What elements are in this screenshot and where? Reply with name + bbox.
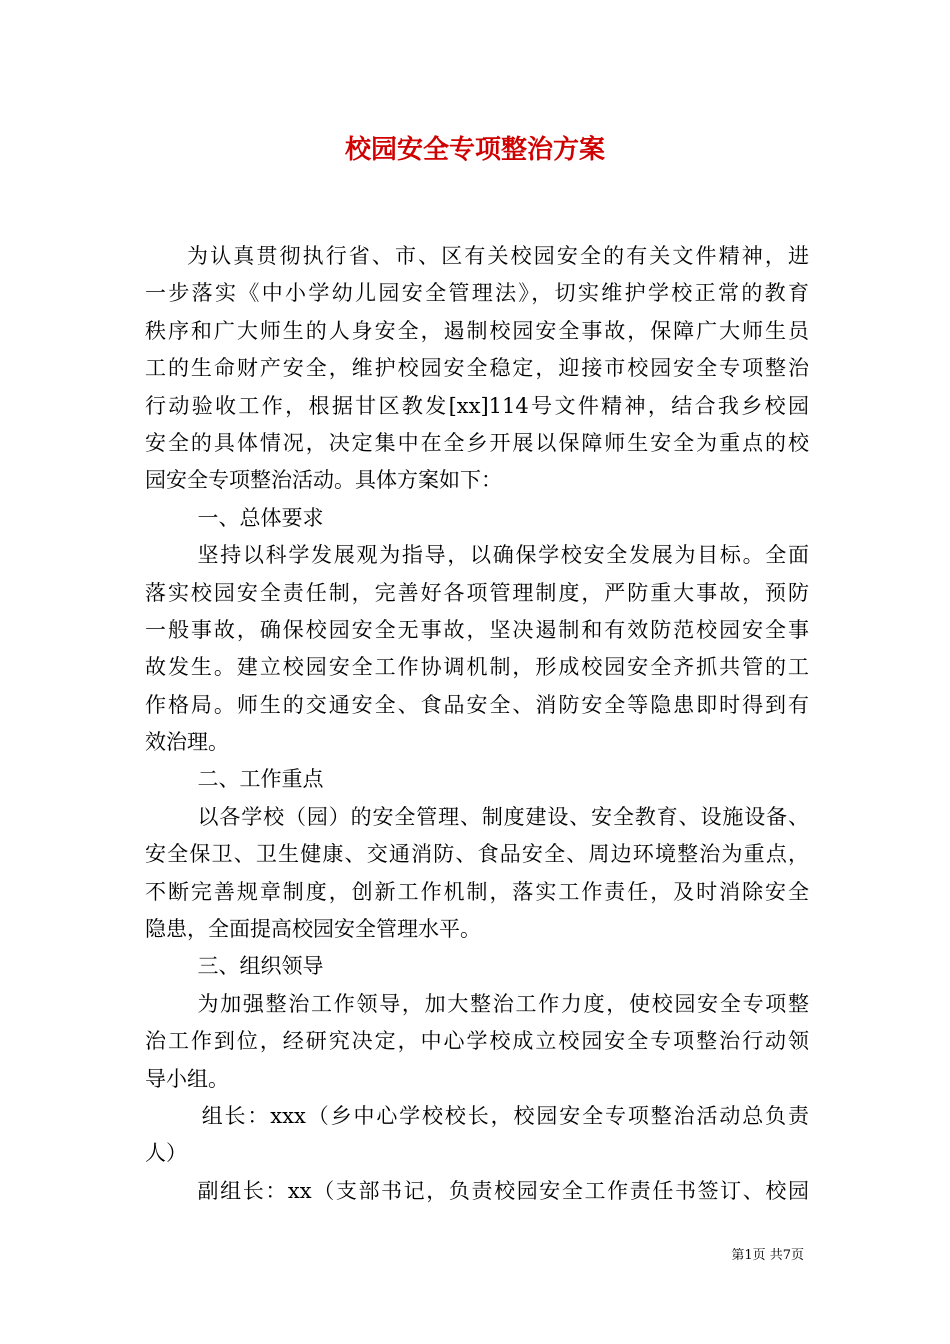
body-line: 人） xyxy=(145,1141,187,1166)
body-line: 不断完善规章制度，创新工作机制，落实工作责任，及时消除安全 xyxy=(145,879,809,904)
body-line: 三、组织领导 xyxy=(197,954,324,979)
body-line: 一步落实《中小学幼儿园安全管理法》，切实维护学校正常的教育 xyxy=(145,281,809,306)
body-line: 一、总体要求 xyxy=(197,505,324,530)
body-line: 效治理。 xyxy=(145,730,229,755)
document-title: 校园安全专项整治方案 xyxy=(344,135,605,165)
body-line: 副组长：xx（支部书记，负责校园安全工作责任书签订、校园 xyxy=(197,1178,809,1203)
body-line: 组长：xxx（乡中心学校校长，校园安全专项整治活动总负责 xyxy=(201,1103,809,1128)
body-line: 导小组。 xyxy=(145,1066,229,1091)
body-line: 落实校园安全责任制，完善好各项管理制度，严防重大事故，预防 xyxy=(145,580,809,605)
body-line: 隐患，全面提高校园安全管理水平。 xyxy=(145,917,481,942)
body-line: 秩序和广大师生的人身安全，遏制校园安全事故，保障广大师生员 xyxy=(145,318,809,343)
body-line: 坚持以科学发展观为指导，以确保学校安全发展为目标。全面 xyxy=(197,543,809,568)
body-line: 一般事故，确保校园安全无事故，坚决遏制和有效防范校园安全事 xyxy=(145,617,809,642)
body-line: 二、工作重点 xyxy=(197,767,324,792)
body-line: 为认真贯彻执行省、市、区有关校园安全的有关文件精神，进 xyxy=(187,244,809,268)
body-line: 作格局。师生的交通安全、食品安全、消防安全等隐患即时得到有 xyxy=(145,692,809,717)
body-line: 以各学校（园）的安全管理、制度建设、安全教育、设施设备、 xyxy=(197,804,809,829)
body-line: 园安全专项整治活动。具体方案如下： xyxy=(145,468,502,493)
body-line: 工的生命财产安全，维护校园安全稳定，迎接市校园安全专项整治 xyxy=(145,356,809,381)
document-body xyxy=(145,238,809,1210)
body-line: 为加强整治工作领导，加大整治工作力度，使校园安全专项整 xyxy=(197,991,809,1016)
body-line: 安全保卫、卫生健康、交通消防、食品安全、周边环境整治为重点， xyxy=(145,842,809,867)
body-line: 故发生。建立校园安全工作协调机制，形成校园安全齐抓共管的工 xyxy=(145,655,809,680)
body-line: 行动验收工作，根据甘区教发[xx]114号文件精神，结合我乡校园 xyxy=(145,393,809,418)
body-line: 安全的具体情况，决定集中在全乡开展以保障师生安全为重点的校 xyxy=(145,430,809,455)
page-footer: 第1页 共7页 xyxy=(731,1248,804,1263)
body-line: 治工作到位，经研究决定，中心学校成立校园安全专项整治行动领 xyxy=(145,1029,809,1054)
